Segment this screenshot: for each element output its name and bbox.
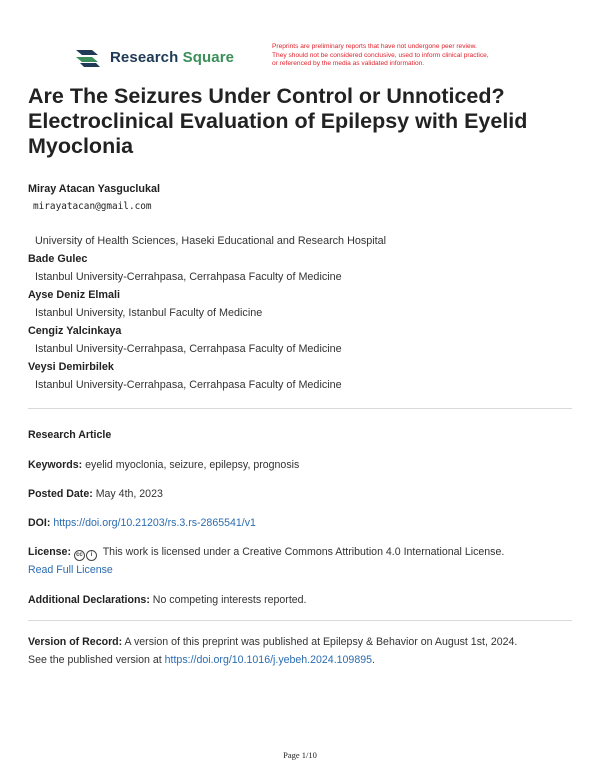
page-header: [0, 0, 600, 80]
posted-date-label: Posted Date:: [28, 488, 93, 500]
version-line2-prefix: See the published version at: [28, 654, 162, 666]
author-affiliation: Istanbul University, Istanbul Faculty of Medicine: [35, 307, 263, 319]
page-number: Page 1/10: [283, 750, 317, 760]
author-email[interactable]: mirayatacan@gmail.com: [33, 201, 152, 212]
research-square-logo[interactable]: [74, 46, 234, 68]
declarations-value: No competing interests reported.: [152, 594, 307, 606]
keywords-value: eyelid myoclonia, seizure, epilepsy, prognosis: [85, 459, 300, 471]
keywords-label: Keywords:: [28, 459, 83, 471]
paper-title: Are The Seizures Under Control or Unnoticed? Electroclinical Evaluation of Epilepsy with Eyelid Myoclonia: [28, 84, 528, 158]
article-type-label: Research Article: [28, 429, 112, 441]
version-label: Version of Record:: [28, 636, 123, 648]
section-divider: [28, 408, 572, 409]
disclaimer-line: Preprints are preliminary reports that have not undergone peer review.: [272, 43, 477, 50]
license: [28, 543, 578, 579]
author-affiliation: Istanbul University-Cerrahpasa, Cerrahpasa Faculty of Medicine: [35, 343, 342, 355]
by-icon: i: [86, 550, 97, 561]
additional-declarations: [28, 591, 578, 609]
doi-link[interactable]: https://doi.org/10.21203/rs.3.rs-2865541/v1: [53, 517, 256, 529]
preprint-disclaimer: [272, 43, 572, 69]
research-square-logo-icon: [74, 46, 102, 68]
cc-icon: cc: [74, 550, 85, 561]
published-version-link[interactable]: https://doi.org/10.1016/j.yebeh.2024.109895: [164, 654, 372, 666]
article-type: [28, 426, 578, 444]
author-name: Cengiz Yalcinkaya: [28, 325, 122, 337]
section-divider: [28, 620, 572, 621]
keywords: [28, 456, 578, 474]
author-list: [28, 180, 578, 394]
author-affiliation: University of Health Sciences, Haseki Educational and Research Hospital: [35, 235, 387, 247]
disclaimer-line: They should not be considered conclusive, used to inform clinical practice,: [272, 51, 489, 59]
author-affiliation: Istanbul University-Cerrahpasa, Cerrahpasa Faculty of Medicine: [35, 271, 342, 283]
author-name: Bade Gulec: [28, 253, 88, 265]
posted-date-value: May 4th, 2023: [95, 488, 163, 500]
creative-commons-icons: [74, 550, 98, 561]
version-line1: A version of this preprint was published at Epilepsy & Behavior on August 1st, 2024.: [124, 636, 518, 648]
author-name: Veysi Demirbilek: [28, 361, 114, 373]
doi: [28, 514, 578, 532]
version-of-record: [28, 633, 578, 669]
disclaimer-line: or referenced by the media as validated information.: [272, 60, 425, 68]
author-name: Ayse Deniz Elmali: [28, 289, 121, 301]
license-label: License:: [28, 546, 71, 558]
logo-wordmark: Research Square: [110, 48, 235, 66]
read-full-license-link[interactable]: Read Full License: [28, 564, 113, 576]
license-text: This work is licensed under a Creative Commons Attribution 4.0 International License.: [102, 546, 505, 558]
doi-label: DOI:: [28, 517, 51, 529]
author-affiliation: Istanbul University-Cerrahpasa, Cerrahpasa Faculty of Medicine: [35, 379, 342, 391]
version-line2-suffix: .: [372, 654, 375, 666]
declarations-label: Additional Declarations:: [28, 594, 150, 606]
author-name: Miray Atacan Yasguclukal: [28, 183, 161, 195]
posted-date: [28, 485, 578, 503]
